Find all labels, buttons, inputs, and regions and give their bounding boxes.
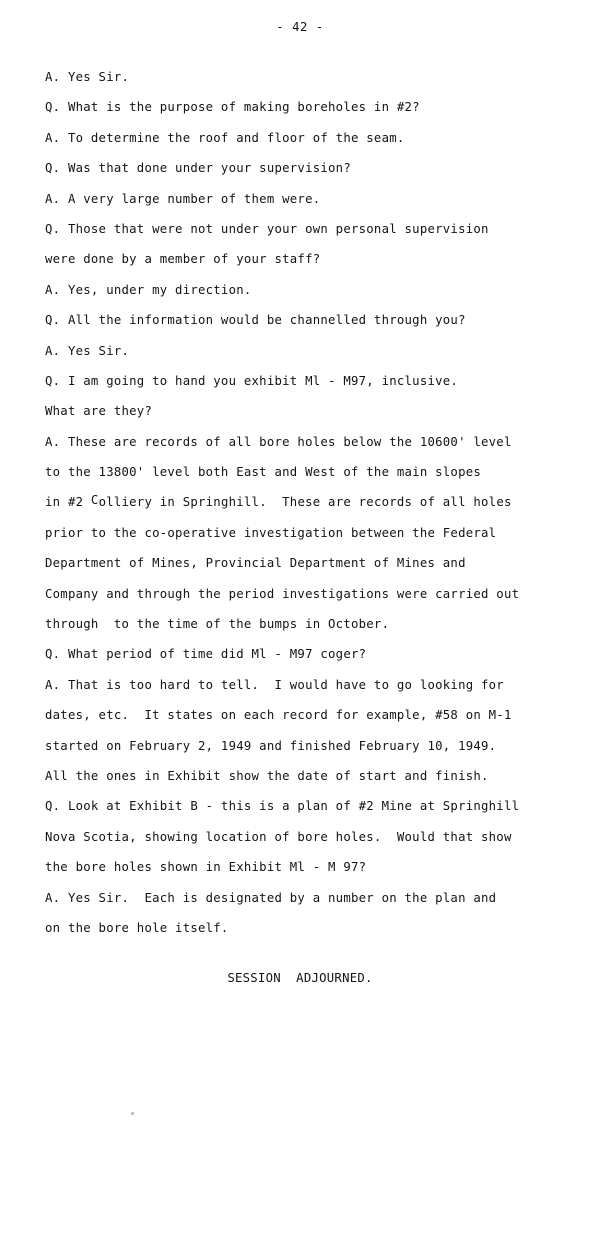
- transcript-line: in #2 Colliery in Springhill. These are records of all holes: [45, 493, 512, 510]
- transcript-line: Q. Was that done under your supervision?: [45, 161, 351, 176]
- transcript-line: Q. What period of time did Ml - M97 coger?: [45, 647, 367, 662]
- scan-speck-artifact: [131, 1112, 134, 1115]
- transcript-line: started on February 2, 1949 and finished February 10, 1949.: [45, 738, 497, 753]
- transcript-line: Company and through the period investigations were carried out: [45, 586, 520, 601]
- transcript-line: on the bore hole itself.: [45, 920, 229, 935]
- transcript-line: prior to the co-operative investigation between the Federal: [45, 525, 497, 540]
- transcript-line: Q. Those that were not under your own personal supervision: [45, 221, 489, 236]
- session-adjourned-note: SESSION ADJOURNED.: [227, 971, 373, 985]
- transcript-line: were done by a member of your staff?: [45, 252, 321, 267]
- transcript-line: Q. All the information would be channelled through you?: [45, 313, 466, 328]
- transcript-line: A. Yes Sir.: [45, 343, 130, 358]
- transcript-line: A. These are records of all bore holes below the 10600' level: [45, 434, 512, 449]
- transcript-line: Q. Look at Exhibit B - this is a plan of #2 Mine at Springhill: [45, 799, 520, 814]
- transcript-line: Q. What is the purpose of making boreholes in #2?: [45, 100, 420, 115]
- transcript-line: A. That is too hard to tell. I would have to go looking for: [45, 677, 504, 692]
- transcript-line: Nova Scotia, showing location of bore holes. Would that show: [45, 829, 512, 844]
- transcript-line: What are they?: [45, 404, 153, 419]
- transcript-line: A. Yes, under my direction.: [45, 282, 252, 297]
- raised-capital: C: [90, 493, 99, 508]
- transcript-line: the bore holes shown in Exhibit Ml - M 97?: [45, 860, 367, 875]
- transcript-line: A. Yes Sir. Each is designated by a number on the plan and: [45, 890, 497, 905]
- page-number-header: - 42 -: [276, 20, 324, 34]
- transcript-line: A. To determine the roof and floor of the seam.: [45, 130, 405, 145]
- transcript-line: Department of Mines, Provincial Department of Mines and: [45, 556, 466, 571]
- transcript-line: All the ones in Exhibit show the date of start and finish.: [45, 768, 489, 783]
- transcript-line: dates, etc. It states on each record for example, #58 on M-1: [45, 708, 512, 723]
- transcript-line: A. Yes Sir.: [45, 70, 130, 84]
- transcript-line: to the 13800' level both East and West of the main slopes: [45, 465, 482, 480]
- transcript-line: A. A very large number of them were.: [45, 191, 321, 206]
- transcript-body: [45, 62, 565, 943]
- transcript-line: through to the time of the bumps in October.: [45, 617, 390, 632]
- transcript-line: Q. I am going to hand you exhibit Ml - M97, inclusive.: [45, 373, 459, 388]
